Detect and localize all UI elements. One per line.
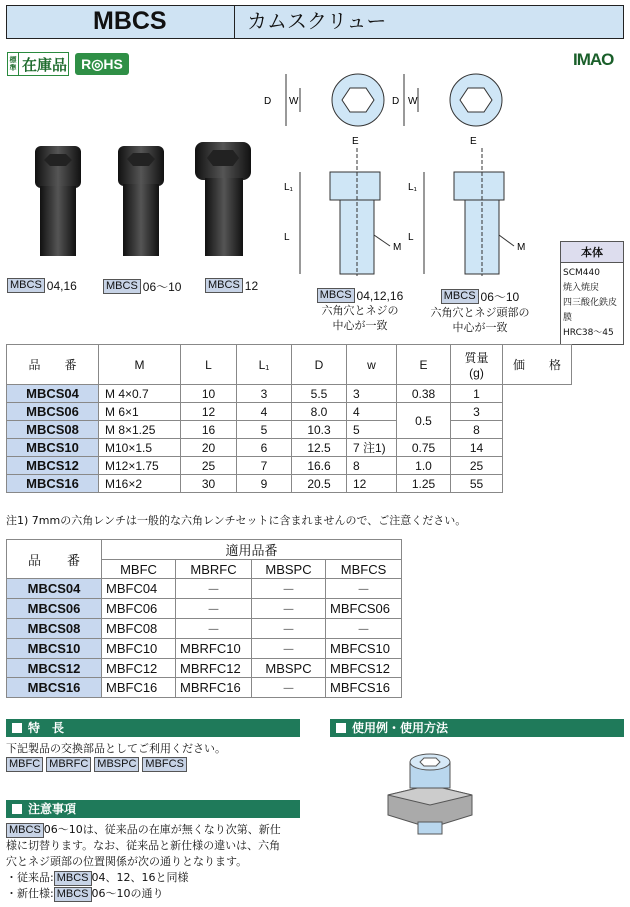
svg-text:D: D — [264, 96, 272, 107]
product-photos — [25, 138, 280, 263]
svg-text:L: L — [284, 232, 290, 243]
table-row: MBCS16 M16×2 30 9 20.5 12 1.25 55 — [7, 475, 572, 493]
svg-text:W: W — [289, 96, 299, 107]
table-row: MBCS16 MBFC16 MBRFC16 － MBFCS16 — [7, 678, 402, 698]
features-tags: MBFC MBRFC MBSPC MBFCS — [6, 757, 187, 772]
usage-header: 使用例・使用方法 — [330, 719, 624, 737]
table-row: MBCS10 M10×1.5 20 6 12.5 7 注1) 0.75 14 — [7, 439, 572, 457]
svg-text:M: M — [393, 242, 402, 253]
application-table: 品 番 適用品番 MBFC MBRFC MBSPC MBFCS MBCS04 MBFC04 － － － MBCS06 MBFC06 － － MBFCS06 MBCS08 MBFC08 － － － MBCS10 MBFC10 MBRFC10 － MBFCS10 MBCS12 MBFC12 MBRFC12 MBSPC MBFCS12 MBCS16 MBFC16 MBRFC16 － MBFCS16 — [6, 539, 402, 698]
rohs-badge: R◎HS — [75, 53, 129, 75]
caution-header: 注意事項 — [6, 800, 300, 818]
photo-label-2: MBCS 06～10 — [103, 278, 181, 295]
material-box: 本体 SCM440 焼入焼戻 四三酸化鉄皮膜 HRC38～45 — [560, 241, 624, 345]
svg-text:E: E — [352, 136, 359, 147]
table-row: MBCS04 M 4×0.7 10 3 5.5 3 0.38 1 — [7, 385, 572, 403]
table-row: MBCS08 M 8×1.25 16 5 10.3 5 8 — [7, 421, 572, 439]
spec-table: 品 番 M L L₁ D w E 質量 (g) 価 格 MBCS04 M 4×0.7 10 3 5.5 3 0.38 1 MBCS06 M 6×1 12 4 8.0 4 0.5 3 MBCS08 M 8×1.25 16 5 10.3 5 8 MBCS10 M10×1.5 20 6 12.5 7 注1) 0.75 14 MBCS12 M12×1.75 25 7 16.6 8 1.0 25 MBCS16 M16×2 30 9 20.5 12 1.25 55 — [6, 344, 572, 493]
stock-label: 在庫品 — [22, 55, 68, 74]
screw-photo-1 — [35, 146, 81, 256]
product-name: カムスクリュー — [235, 6, 623, 38]
svg-text:M: M — [517, 242, 526, 253]
table-row: MBCS06 M 6×1 12 4 8.0 4 0.5 3 — [7, 403, 572, 421]
screw-photo-2 — [118, 146, 164, 256]
table-row: MBCS06 MBFC06 － － MBFCS06 — [7, 599, 402, 619]
photo-label-3: MBCS 12 — [205, 278, 258, 293]
table-row: MBCS10 MBFC10 MBRFC10 － MBFCS10 — [7, 639, 402, 659]
drawing-caption-right: MBCS 06～10 六角穴とネジ頭部の 中心が一致 — [430, 290, 530, 334]
product-code: MBCS — [7, 6, 235, 38]
title-bar — [6, 5, 624, 39]
top-view-left — [264, 74, 384, 126]
photo-label-1: MBCS 04,16 — [7, 278, 77, 293]
svg-text:L₁: L₁ — [284, 182, 293, 193]
technical-drawing — [258, 60, 558, 282]
features-header: 特 長 — [6, 719, 300, 737]
table-row: MBCS08 MBFC08 － － － — [7, 619, 402, 639]
svg-text:E: E — [470, 136, 477, 147]
features-text: 下記製品の交換部品としてご利用ください。 — [6, 742, 226, 755]
side-view-right — [408, 136, 525, 276]
usage-illustration — [330, 740, 530, 840]
svg-text:L₁: L₁ — [408, 182, 417, 193]
svg-text:W: W — [408, 96, 418, 107]
table-row: MBCS04 MBFC04 － － － — [7, 579, 402, 599]
stock-small-label: 標準 — [8, 53, 19, 75]
table-row: MBCS12 M12×1.75 25 7 16.6 8 1.0 25 — [7, 457, 572, 475]
svg-text:L: L — [408, 232, 414, 243]
top-view-right — [392, 74, 502, 126]
footnote: 注1) 7mmの六角レンチは一般的な六角レンチセットに含まれませんので、ご注意ください。 — [6, 514, 467, 527]
table-row: MBCS12 MBFC12 MBRFC12 MBSPC MBFCS12 — [7, 659, 402, 678]
screw-photo-3 — [195, 142, 251, 256]
stock-badge — [7, 52, 69, 76]
material-title: 本体 — [561, 242, 623, 263]
caution-text: MBCS 06～10は、従来品の在庫が無くなり次第、新仕 様に切替ります。なお、従来品と新仕様の違いは、六角 穴とネジ頭部の位置関係が次の通りとなります。 ・従来品: MBCS 04、12、16と同様 ・新仕様: MBCS 06～10の通り — [6, 823, 281, 900]
drawing-caption-left: MBCS 04,12,16 六角穴とネジの 中心が一致 — [305, 288, 415, 333]
svg-text:D: D — [392, 96, 400, 107]
side-view-left — [284, 136, 401, 276]
imao-logo: IMAO — [573, 50, 614, 69]
